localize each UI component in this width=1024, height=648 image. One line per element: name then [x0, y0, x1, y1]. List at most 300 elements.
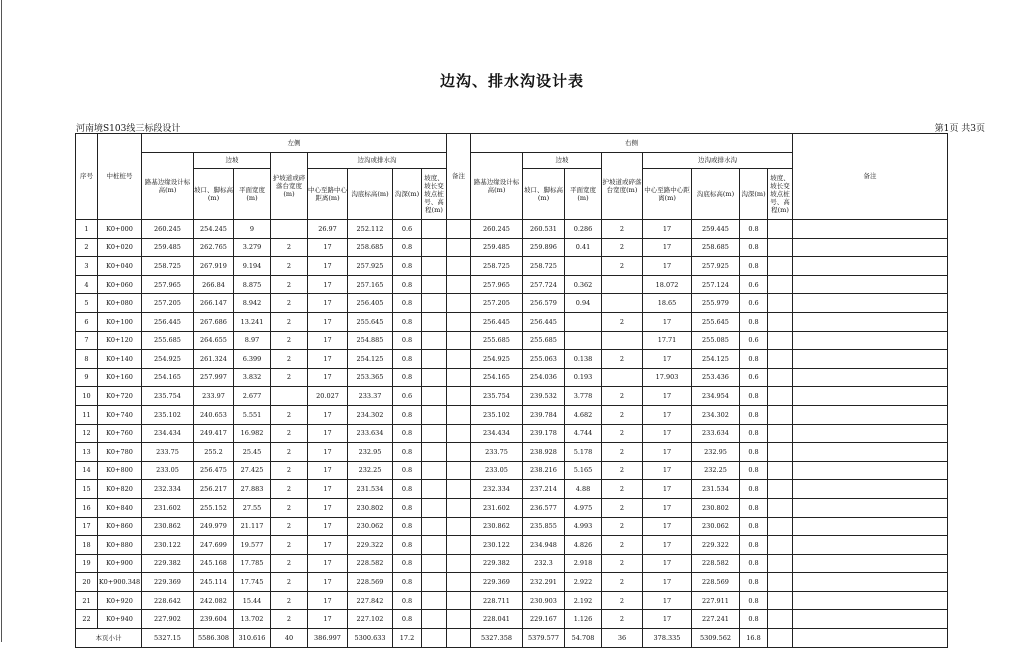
cell-left-plane-width: 16.982 — [234, 424, 271, 443]
cell-right-elev: 235.754 — [471, 387, 523, 406]
cell-right-ditch-depth: 0.8 — [740, 573, 768, 592]
header-right-remark: 备注 — [793, 134, 948, 220]
cell-left-plane-width: 21.117 — [234, 517, 271, 536]
cell-left-slope-change — [422, 498, 447, 517]
cell-right-ditch-bottom: 229.322 — [692, 536, 740, 555]
cell-left-plane-width: 9.194 — [234, 257, 271, 276]
cell-left-slope-change — [422, 405, 447, 424]
cell-right-slope-change — [768, 554, 793, 573]
cell-left-elev: 235.102 — [142, 405, 194, 424]
cell-right-remark — [793, 220, 948, 239]
cell-right-platform: 2 — [602, 554, 643, 573]
table-row — [76, 312, 948, 331]
cell-right-platform: 2 — [602, 517, 643, 536]
cell-left-ditch-depth: 0.6 — [393, 387, 422, 406]
cell-left-slope-change — [422, 350, 447, 369]
cell-right-elev: 232.334 — [471, 480, 523, 499]
total-left-center-dist: 386.997 — [308, 629, 348, 648]
header-left-subgrade-elev: 路基边缘设计标高(m) — [142, 153, 194, 220]
cell-left-plane-width: 8.97 — [234, 331, 271, 350]
cell-right-platform: 2 — [602, 443, 643, 462]
cell-left-platform: 2 — [271, 368, 308, 387]
cell-right-ditch-depth: 0.8 — [740, 238, 768, 257]
cell-right-slope-change — [768, 536, 793, 555]
cell-right-slope-change — [768, 220, 793, 239]
cell-left-ditch-bottom: 258.685 — [348, 238, 393, 257]
cell-left-elev: 230.862 — [142, 517, 194, 536]
cell-right-slope-height: 239.532 — [523, 387, 565, 406]
cell-seq: 16 — [76, 498, 98, 517]
cell-right-elev: 256.445 — [471, 312, 523, 331]
cell-left-slope-height: 245.114 — [194, 573, 234, 592]
table-row — [76, 257, 948, 276]
total-label: 本页小计 — [76, 629, 142, 648]
cell-right-platform: 2 — [602, 591, 643, 610]
cell-seq: 2 — [76, 238, 98, 257]
cell-seq: 6 — [76, 312, 98, 331]
table-row — [76, 610, 948, 629]
header-left-slope: 边坡 — [194, 153, 271, 169]
cell-right-center-dist: 17 — [643, 461, 692, 480]
cell-right-center-dist: 17 — [643, 257, 692, 276]
cell-right-ditch-bottom: 259.445 — [692, 220, 740, 239]
cell-left-plane-width: 8.875 — [234, 275, 271, 294]
cell-right-elev: 234.434 — [471, 424, 523, 443]
total-left-slope-change — [422, 629, 447, 648]
cell-right-platform: 2 — [602, 498, 643, 517]
cell-right-elev: 260.245 — [471, 220, 523, 239]
cell-left-center-dist: 17 — [308, 424, 348, 443]
total-left-elev: 5327.15 — [142, 629, 194, 648]
cell-right-remark — [793, 294, 948, 313]
cell-left-platform: 2 — [271, 294, 308, 313]
table-row — [76, 387, 948, 406]
cell-left-elev: 232.334 — [142, 480, 194, 499]
cell-left-ditch-bottom: 228.582 — [348, 554, 393, 573]
cell-left-ditch-bottom: 254.125 — [348, 350, 393, 369]
cell-left-slope-height: 266.84 — [194, 275, 234, 294]
cell-right-remark — [793, 331, 948, 350]
cell-seq: 8 — [76, 350, 98, 369]
cell-right-elev: 254.165 — [471, 368, 523, 387]
cell-remark — [447, 591, 471, 610]
cell-right-center-dist: 17 — [643, 220, 692, 239]
cell-remark — [447, 238, 471, 257]
cell-seq: 7 — [76, 331, 98, 350]
cell-station: K0+040 — [98, 257, 142, 276]
cell-right-slope-change — [768, 610, 793, 629]
cell-left-slope-change — [422, 480, 447, 499]
cell-right-remark — [793, 591, 948, 610]
cell-station: K0+940 — [98, 610, 142, 629]
table-row — [76, 424, 948, 443]
cell-right-center-dist: 17 — [643, 591, 692, 610]
cell-left-center-dist: 17 — [308, 238, 348, 257]
cell-left-platform: 2 — [271, 480, 308, 499]
cell-right-platform: 2 — [602, 480, 643, 499]
cell-left-platform: 2 — [271, 331, 308, 350]
cell-left-ditch-depth: 0.8 — [393, 424, 422, 443]
page-title: 边沟、排水沟设计表 — [439, 72, 584, 90]
cell-left-center-dist: 17 — [308, 257, 348, 276]
cell-right-center-dist: 17 — [643, 424, 692, 443]
table-row — [76, 443, 948, 462]
cell-right-ditch-bottom: 254.125 — [692, 350, 740, 369]
cell-seq: 1 — [76, 220, 98, 239]
cell-right-ditch-bottom: 255.085 — [692, 331, 740, 350]
cell-left-center-dist: 17 — [308, 443, 348, 462]
cell-station: K0+140 — [98, 350, 142, 369]
cell-right-center-dist: 17 — [643, 405, 692, 424]
cell-left-ditch-depth: 0.8 — [393, 443, 422, 462]
cell-left-ditch-depth: 0.8 — [393, 591, 422, 610]
cell-left-center-dist: 17 — [308, 591, 348, 610]
cell-seq: 11 — [76, 405, 98, 424]
cell-right-ditch-bottom: 257.925 — [692, 257, 740, 276]
cell-right-remark — [793, 461, 948, 480]
cell-right-platform: 2 — [602, 461, 643, 480]
header-left-ditch-bottom: 沟底标高(m) — [348, 169, 393, 220]
cell-left-slope-change — [422, 220, 447, 239]
cell-left-elev: 260.245 — [142, 220, 194, 239]
cell-left-ditch-depth: 0.8 — [393, 498, 422, 517]
header-left-center-dist: 中心至路中心距离(m) — [308, 169, 348, 220]
cell-right-elev: 229.382 — [471, 554, 523, 573]
cell-left-platform: 2 — [271, 536, 308, 555]
cell-right-ditch-bottom: 232.95 — [692, 443, 740, 462]
cell-right-slope-height: 258.725 — [523, 257, 565, 276]
cell-right-ditch-depth: 0.8 — [740, 498, 768, 517]
cell-left-slope-change — [422, 387, 447, 406]
table-row — [76, 331, 948, 350]
cell-left-slope-change — [422, 257, 447, 276]
cell-right-platform: 2 — [602, 220, 643, 239]
cell-right-remark — [793, 368, 948, 387]
cell-left-slope-change — [422, 331, 447, 350]
cell-right-remark — [793, 610, 948, 629]
cell-left-ditch-bottom: 233.634 — [348, 424, 393, 443]
cell-left-platform: 2 — [271, 312, 308, 331]
cell-left-platform: 2 — [271, 238, 308, 257]
cell-right-ditch-bottom: 228.582 — [692, 554, 740, 573]
cell-station: K0+100 — [98, 312, 142, 331]
cell-right-plane-width: 0.138 — [565, 350, 602, 369]
total-right-ditch-depth: 16.8 — [740, 629, 768, 648]
cell-remark — [447, 443, 471, 462]
total-remark — [447, 629, 471, 648]
cell-left-elev: 231.602 — [142, 498, 194, 517]
cell-right-elev: 228.041 — [471, 610, 523, 629]
cell-station: K0+920 — [98, 591, 142, 610]
cell-right-slope-change — [768, 257, 793, 276]
cell-right-center-dist: 17 — [643, 480, 692, 499]
cell-left-center-dist: 17 — [308, 517, 348, 536]
cell-right-slope-height: 239.784 — [523, 405, 565, 424]
cell-right-elev: 257.965 — [471, 275, 523, 294]
cell-remark — [447, 368, 471, 387]
cell-left-ditch-bottom: 232.95 — [348, 443, 393, 462]
cell-left-ditch-bottom: 255.645 — [348, 312, 393, 331]
header-right-slope: 边坡 — [523, 153, 602, 169]
cell-right-plane-width: 3.778 — [565, 387, 602, 406]
page-border — [1, 0, 2, 642]
table-row — [76, 480, 948, 499]
cell-right-ditch-depth: 0.8 — [740, 312, 768, 331]
cell-left-slope-height: 233.97 — [194, 387, 234, 406]
cell-remark — [447, 257, 471, 276]
cell-left-center-dist: 17 — [308, 350, 348, 369]
cell-left-elev: 257.965 — [142, 275, 194, 294]
cell-left-center-dist: 17 — [308, 312, 348, 331]
cell-station: K0+120 — [98, 331, 142, 350]
cell-left-elev: 234.434 — [142, 424, 194, 443]
cell-remark — [447, 312, 471, 331]
cell-right-slope-change — [768, 498, 793, 517]
cell-right-ditch-depth: 0.8 — [740, 350, 768, 369]
cell-right-ditch-bottom: 257.124 — [692, 275, 740, 294]
cell-right-ditch-bottom: 230.802 — [692, 498, 740, 517]
cell-left-platform: 2 — [271, 517, 308, 536]
cell-left-slope-height: 262.765 — [194, 238, 234, 257]
cell-right-slope-height: 236.577 — [523, 498, 565, 517]
cell-left-slope-change — [422, 443, 447, 462]
cell-left-elev: 259.485 — [142, 238, 194, 257]
cell-left-center-dist: 17 — [308, 405, 348, 424]
cell-seq: 18 — [76, 536, 98, 555]
cell-right-slope-height: 229.167 — [523, 610, 565, 629]
cell-remark — [447, 424, 471, 443]
table-row — [76, 405, 948, 424]
cell-right-slope-change — [768, 238, 793, 257]
cell-right-ditch-bottom: 232.25 — [692, 461, 740, 480]
cell-right-elev: 258.725 — [471, 257, 523, 276]
cell-left-plane-width: 8.942 — [234, 294, 271, 313]
cell-right-platform: 2 — [602, 536, 643, 555]
cell-right-platform — [602, 331, 643, 350]
cell-left-center-dist: 17 — [308, 536, 348, 555]
cell-left-ditch-bottom: 229.322 — [348, 536, 393, 555]
cell-seq: 12 — [76, 424, 98, 443]
cell-right-center-dist: 17 — [643, 517, 692, 536]
cell-right-slope-change — [768, 443, 793, 462]
cell-left-plane-width: 3.279 — [234, 238, 271, 257]
cell-right-remark — [793, 536, 948, 555]
cell-remark — [447, 573, 471, 592]
cell-right-center-dist: 17 — [643, 610, 692, 629]
header-left-ditch: 边沟或排水沟 — [308, 153, 447, 169]
cell-station: K0+740 — [98, 405, 142, 424]
cell-seq: 17 — [76, 517, 98, 536]
cell-right-plane-width: 5.165 — [565, 461, 602, 480]
project-name: 河南境S103线三标段设计 — [76, 124, 181, 134]
cell-right-slope-change — [768, 573, 793, 592]
cell-left-slope-height: 266.147 — [194, 294, 234, 313]
cell-right-ditch-bottom: 255.645 — [692, 312, 740, 331]
cell-right-ditch-bottom: 234.302 — [692, 405, 740, 424]
cell-left-platform: 2 — [271, 350, 308, 369]
cell-remark — [447, 294, 471, 313]
total-right-center-dist: 378.335 — [643, 629, 692, 648]
cell-remark — [447, 554, 471, 573]
cell-right-remark — [793, 573, 948, 592]
cell-left-plane-width: 19.577 — [234, 536, 271, 555]
cell-remark — [447, 387, 471, 406]
table-row — [76, 517, 948, 536]
cell-right-plane-width: 0.193 — [565, 368, 602, 387]
cell-left-ditch-bottom: 257.925 — [348, 257, 393, 276]
cell-right-platform — [602, 294, 643, 313]
cell-right-slope-height: 255.063 — [523, 350, 565, 369]
cell-right-slope-height: 256.579 — [523, 294, 565, 313]
cell-seq: 10 — [76, 387, 98, 406]
cell-right-slope-height: 260.531 — [523, 220, 565, 239]
cell-left-plane-width: 13.241 — [234, 312, 271, 331]
cell-left-slope-change — [422, 536, 447, 555]
header-right-plane-width: 平面宽度(m) — [565, 169, 602, 220]
cell-right-center-dist: 17 — [643, 350, 692, 369]
cell-left-center-dist: 17 — [308, 294, 348, 313]
cell-left-ditch-depth: 0.8 — [393, 275, 422, 294]
header-right-slope-change: 坡度、坡长变坡点桩号、高程(m) — [768, 169, 793, 220]
cell-station: K0+160 — [98, 368, 142, 387]
cell-remark — [447, 405, 471, 424]
cell-right-platform: 2 — [602, 350, 643, 369]
cell-remark — [447, 536, 471, 555]
cell-left-center-dist: 17 — [308, 573, 348, 592]
cell-right-slope-change — [768, 275, 793, 294]
cell-left-slope-height: 249.979 — [194, 517, 234, 536]
cell-left-ditch-depth: 0.8 — [393, 480, 422, 499]
header-right-slope-height: 坡口、脚标高(m) — [523, 169, 565, 220]
cell-left-ditch-bottom: 257.165 — [348, 275, 393, 294]
cell-left-plane-width: 6.399 — [234, 350, 271, 369]
cell-left-slope-change — [422, 294, 447, 313]
cell-left-plane-width: 27.55 — [234, 498, 271, 517]
cell-left-elev: 255.685 — [142, 331, 194, 350]
cell-left-slope-height: 255.152 — [194, 498, 234, 517]
cell-left-slope-height: 249.417 — [194, 424, 234, 443]
cell-left-slope-change — [422, 424, 447, 443]
cell-left-ditch-depth: 0.8 — [393, 610, 422, 629]
cell-left-elev: 229.382 — [142, 554, 194, 573]
cell-right-ditch-depth: 0.8 — [740, 591, 768, 610]
cell-right-center-dist: 17 — [643, 498, 692, 517]
cell-left-elev: 235.754 — [142, 387, 194, 406]
cell-station: K0+780 — [98, 443, 142, 462]
cell-right-remark — [793, 257, 948, 276]
cell-right-remark — [793, 312, 948, 331]
cell-left-slope-height: 267.919 — [194, 257, 234, 276]
cell-left-slope-height: 257.997 — [194, 368, 234, 387]
total-right-remark — [793, 629, 948, 648]
cell-right-slope-change — [768, 387, 793, 406]
ditch-design-table — [75, 133, 948, 648]
header-seq: 序号 — [76, 134, 98, 220]
cell-right-ditch-bottom: 228.569 — [692, 573, 740, 592]
cell-right-slope-change — [768, 331, 793, 350]
cell-right-ditch-depth: 0.8 — [740, 536, 768, 555]
cell-left-plane-width: 13.702 — [234, 610, 271, 629]
cell-right-ditch-depth: 0.8 — [740, 424, 768, 443]
cell-right-elev: 230.122 — [471, 536, 523, 555]
cell-right-remark — [793, 350, 948, 369]
cell-left-ditch-bottom: 253.365 — [348, 368, 393, 387]
cell-right-remark — [793, 498, 948, 517]
header-left-ditch-depth: 沟深(m) — [393, 169, 422, 220]
table-row — [76, 220, 948, 239]
cell-station: K0+760 — [98, 424, 142, 443]
cell-right-slope-height: 257.724 — [523, 275, 565, 294]
cell-right-ditch-depth: 0.6 — [740, 368, 768, 387]
cell-left-plane-width: 27.883 — [234, 480, 271, 499]
cell-remark — [447, 331, 471, 350]
cell-right-center-dist: 17 — [643, 238, 692, 257]
cell-left-center-dist: 17 — [308, 610, 348, 629]
cell-right-ditch-bottom: 231.534 — [692, 480, 740, 499]
cell-right-slope-change — [768, 461, 793, 480]
table-body — [76, 220, 948, 648]
cell-right-remark — [793, 443, 948, 462]
cell-station: K0+000 — [98, 220, 142, 239]
cell-left-elev: 254.165 — [142, 368, 194, 387]
table-row — [76, 498, 948, 517]
cell-right-remark — [793, 387, 948, 406]
cell-left-ditch-depth: 0.8 — [393, 312, 422, 331]
cell-remark — [447, 517, 471, 536]
table-row — [76, 536, 948, 555]
cell-right-elev: 254.925 — [471, 350, 523, 369]
cell-right-center-dist: 18.65 — [643, 294, 692, 313]
cell-right-platform: 2 — [602, 257, 643, 276]
cell-remark — [447, 498, 471, 517]
header-left-slope-change: 坡度、坡长变坡点桩号、高程(m) — [422, 169, 447, 220]
cell-right-platform: 2 — [602, 405, 643, 424]
cell-left-center-dist: 17 — [308, 554, 348, 573]
cell-left-slope-change — [422, 554, 447, 573]
cell-right-plane-width: 0.362 — [565, 275, 602, 294]
cell-right-ditch-depth: 0.8 — [740, 387, 768, 406]
cell-right-center-dist: 18.072 — [643, 275, 692, 294]
table-row — [76, 238, 948, 257]
cell-left-platform: 2 — [271, 573, 308, 592]
cell-left-plane-width: 2.677 — [234, 387, 271, 406]
cell-left-ditch-depth: 0.8 — [393, 536, 422, 555]
cell-right-platform — [602, 368, 643, 387]
cell-right-slope-height: 259.896 — [523, 238, 565, 257]
cell-right-plane-width: 4.682 — [565, 405, 602, 424]
cell-seq: 20 — [76, 573, 98, 592]
cell-right-plane-width: 5.178 — [565, 443, 602, 462]
cell-right-center-dist: 17 — [643, 536, 692, 555]
cell-seq: 9 — [76, 368, 98, 387]
cell-right-platform: 2 — [602, 312, 643, 331]
cell-right-ditch-depth: 0.6 — [740, 294, 768, 313]
cell-left-elev: 228.642 — [142, 591, 194, 610]
cell-left-slope-change — [422, 368, 447, 387]
table-row — [76, 350, 948, 369]
cell-right-elev: 257.205 — [471, 294, 523, 313]
cell-right-center-dist: 17.71 — [643, 331, 692, 350]
cell-station: K0+900.348 — [98, 573, 142, 592]
cell-left-platform: 2 — [271, 405, 308, 424]
cell-left-plane-width: 25.45 — [234, 443, 271, 462]
cell-right-ditch-depth: 0.8 — [740, 554, 768, 573]
cell-left-center-dist: 17 — [308, 461, 348, 480]
cell-seq: 4 — [76, 275, 98, 294]
cell-right-elev: 259.485 — [471, 238, 523, 257]
cell-right-slope-height: 255.685 — [523, 331, 565, 350]
table-row — [76, 591, 948, 610]
